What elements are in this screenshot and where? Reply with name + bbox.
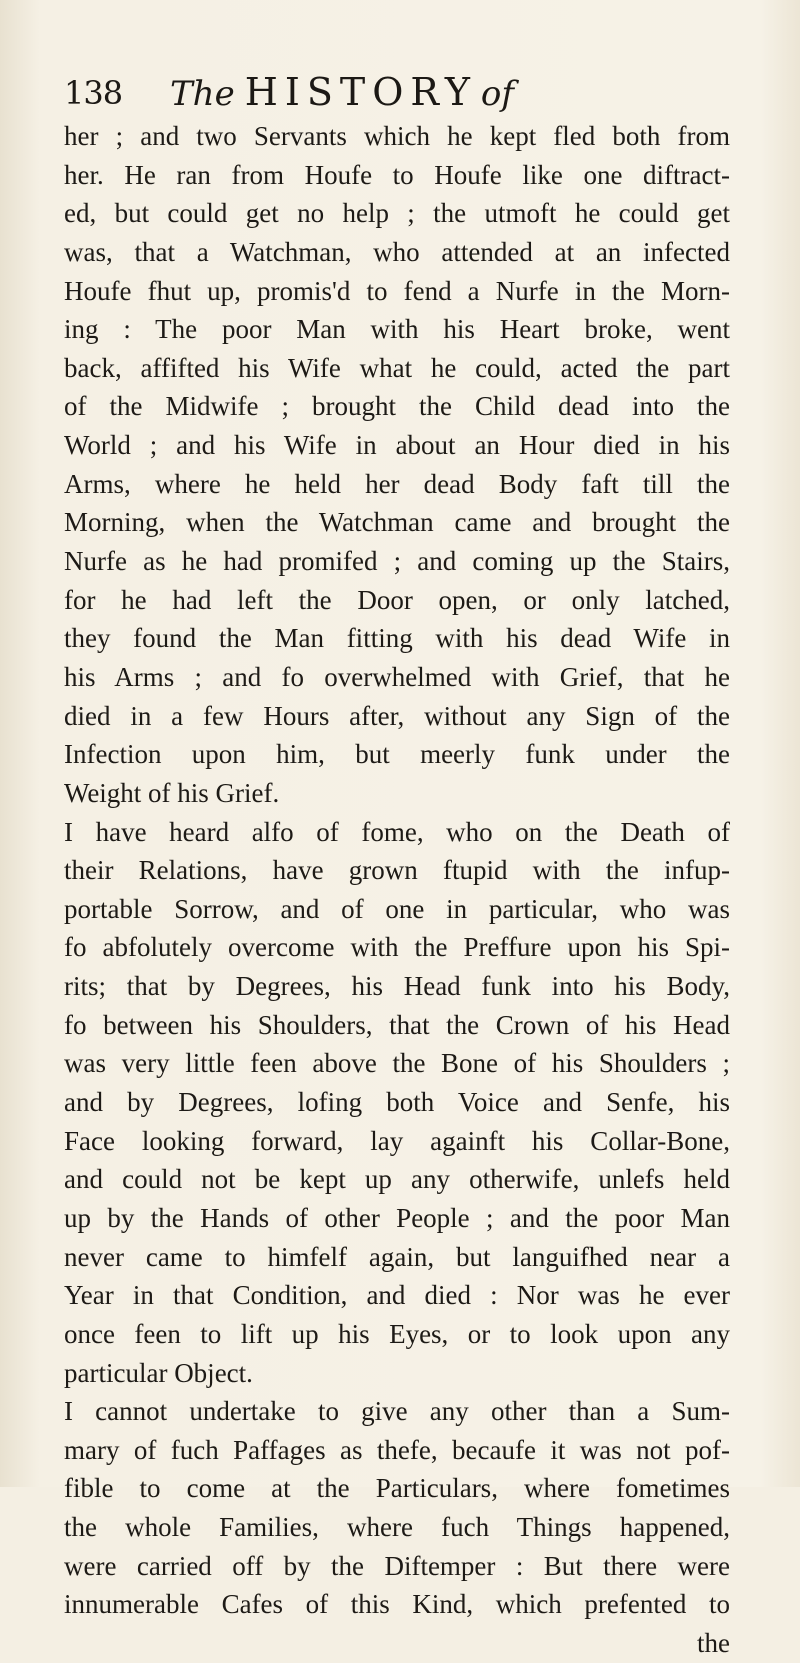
text-line: his Arms ; and fo overwhelmed with Grief, that he [64, 661, 730, 692]
page-number: 138 [64, 74, 123, 112]
text-line: died in a few Hours after, without any Sign of the [64, 700, 730, 731]
text-line: fo abfolutely overcome with the Preffure upon his Spi- [64, 932, 730, 963]
text-line: once feen to lift up his Eyes, or to look upon any [64, 1318, 730, 1349]
text-line: portable Sorrow, and of one in particular, who was [64, 893, 730, 924]
text-line: fible to come at the Particulars, where fometimes [64, 1473, 730, 1504]
text-line: up by the Hands of other People ; and the poor Man [64, 1202, 730, 1233]
text-line: her. He ran from Houfe to Houfe like one diftract- [64, 159, 730, 190]
text-line: her ; and two Servants which he kept fled both from [64, 121, 730, 151]
text-line: Weight of his Grief. [64, 777, 280, 808]
text-line: Nurfe as he had promifed ; and coming up the Stairs, [64, 546, 730, 577]
text-line: I cannot undertake to give any other than a Sum- [64, 1396, 730, 1427]
text-line: particular Object. [64, 1357, 253, 1388]
text-line: were carried off by the Diftemper : But there were [64, 1550, 730, 1581]
text-line: Face looking forward, lay againft his Collar-Bone, [64, 1125, 730, 1156]
page-header [64, 70, 724, 120]
body-text [64, 117, 730, 1663]
text-line: innumerable Cafes of this Kind, which prefented to [64, 1589, 730, 1620]
running-head-history: HISTORY [244, 70, 477, 114]
text-line: Arms, where he held her dead Body faft till the [64, 468, 730, 499]
text-line: back, affifted his Wife what he could, acted the part [64, 352, 730, 383]
text-line: and by Degrees, lofing both Voice and Senfe, his [64, 1087, 730, 1118]
text-line: I have heard alfo of fome, who on the Death of [64, 816, 730, 847]
running-head [170, 70, 514, 114]
catchword: the [697, 1627, 730, 1658]
text-line: the whole Families, where fuch Things happened, [64, 1512, 730, 1543]
text-line: ed, but could get no help ; the utmoft he could get [64, 198, 730, 229]
text-line: mary of fuch Paffages as thefe, becaufe it was not pof- [64, 1434, 730, 1465]
running-head-of: of [480, 74, 514, 114]
text-line: Year in that Condition, and died : Nor was he ever [64, 1280, 730, 1311]
text-line: fo between his Shoulders, that the Crown of his Head [64, 1009, 730, 1040]
text-line: their Relations, have grown ftupid with the infup- [64, 855, 730, 886]
text-line: ing : The poor Man with his Heart broke, went [64, 314, 730, 345]
text-line: for he had left the Door open, or only latched, [64, 584, 730, 615]
text-line: never came to himfelf again, but languifhed near a [64, 1241, 730, 1272]
running-head-the: The [170, 74, 235, 114]
text-line: Morning, when the Watchman came and brought the [64, 507, 730, 538]
text-line: was, that a Watchman, who attended at an infected [64, 236, 730, 267]
text-line: of the Midwife ; brought the Child dead into the [64, 391, 730, 422]
text-line: they found the Man fitting with his dead Wife in [64, 623, 730, 654]
text-line: Houfe fhut up, promis'd to fend a Nurfe in the Morn- [64, 275, 730, 306]
text-line: World ; and his Wife in about an Hour died in his [64, 430, 730, 461]
text-line: was very little feen above the Bone of his Shoulders ; [64, 1048, 730, 1079]
text-line: and could not be kept up any otherwife, unlefs held [64, 1164, 730, 1195]
text-line: rits; that by Degrees, his Head funk into his Body, [64, 971, 730, 1002]
text-line: Infection upon him, but meerly funk under the [64, 739, 730, 770]
